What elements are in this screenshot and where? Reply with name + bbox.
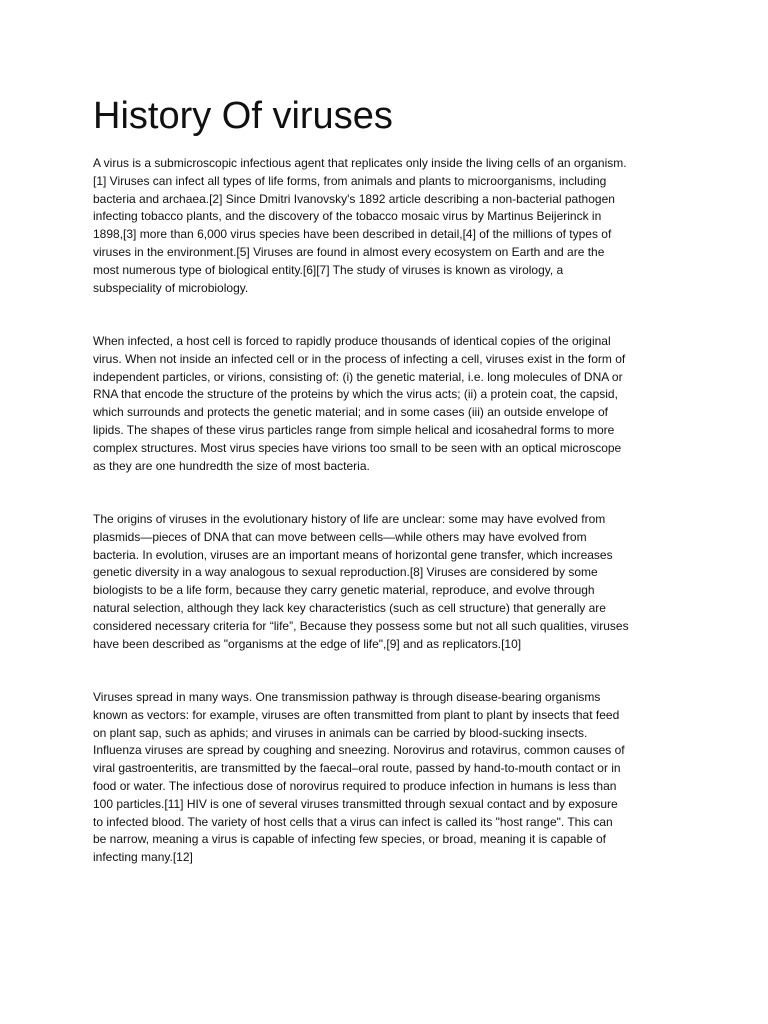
document-title: History Of viruses [93,95,393,137]
text-line: genetic diversity in a way analogous to sexual reproduction.[8] Viruses are considered by some [93,565,598,580]
text-line: lipids. The shapes of these virus particles range from simple helical and icosahedral forms to more [93,422,615,437]
text-line: The origins of viruses in the evolutionary history of life are unclear: some may have evolved from [93,512,606,526]
text-line: natural selection, although they lack key characteristics (such as cell structure) that generally are [93,600,606,615]
text-line: food or water. The infectious dose of norovirus required to produce infection in humans is less than [93,778,617,793]
text-line: RNA that encode the structure of the proteins by which the virus acts; (ii) a protein coat, the capsid, [93,387,618,402]
text-line: infecting tobacco plants, and the discovery of the tobacco mosaic virus by Martinus Beijerinck in [93,209,602,224]
text-line: 1898,[3] more than 6,000 virus species have been described in detail,[4] of the millions of types of [93,227,612,242]
text-line: most numerous type of biological entity.[6][7] The study of viruses is known as virology, a [93,262,564,277]
text-line: [1] Viruses can infect all types of life forms, from animals and plants to microorganisms, including [93,173,607,188]
text-line: biologists to be a life form, because they carry genetic material, reproduce, and evolve through [93,583,595,598]
text-line: on plant sap, such as aphids; and viruses in animals can be carried by blood-sucking insects. [93,725,588,740]
text-line: bacteria and archaea.[2] Since Dmitri Ivanovsky's 1892 article describing a non-bacterial pathogen [93,191,615,206]
paragraph-transmission [93,689,683,867]
text-line: which surrounds and protects the genetic material; and in some cases (iii) an outside envelope of [93,405,608,420]
text-line: viruses in the environment.[5] Viruses are found in almost every ecosystem on Earth and are the [93,244,605,259]
paragraph-definition [93,155,683,297]
text-line: to infected blood. The variety of host cells that a virus can infect is called its "host range". This can [93,814,613,829]
text-line: viral gastroenteritis, are transmitted by the faecal–oral route, passed by hand-to-mouth contact or in [93,761,621,776]
text-line: have been described as "organisms at the edge of life",[9] and as replicators.[10] [93,636,522,651]
text-line: considered necessary criteria for “life”, Because they possess some but not all such qualities, viruses [93,618,629,633]
text-line: When infected, a host cell is forced to rapidly produce thousands of identical copies of the original [93,334,611,348]
text-line: independent particles, or virions, consisting of: (i) the genetic material, i.e. long molecules of DNA or [93,369,623,384]
text-line: Influenza viruses are spread by coughing and sneezing. Norovirus and rotavirus, common causes of [93,743,625,758]
text-line: subspeciality of microbiology. [93,280,249,295]
text-line: A virus is a submicroscopic infectious agent that replicates only inside the living cells of an organism. [93,156,627,170]
paragraph-origins [93,511,683,653]
text-line: as they are one hundredth the size of most bacteria. [93,458,370,473]
text-line: be narrow, meaning a virus is capable of infecting few species, or broad, meaning it is capable of [93,832,606,847]
paragraph-infection [93,333,683,475]
text-line: infecting many.[12] [93,850,193,865]
text-line: known as vectors: for example, viruses are often transmitted from plant to plant by insects that feed [93,707,620,722]
text-line: virus. When not inside an infected cell or in the process of infecting a cell, viruses exist in the form of [93,351,626,366]
text-line: complex structures. Most virus species have virions too small to be seen with an optical microscope [93,440,622,455]
text-line: plasmids—pieces of DNA that can move between cells—while others may have evolved from [93,529,587,544]
text-line: Viruses spread in many ways. One transmission pathway is through disease-bearing organisms [93,690,601,704]
text-line: bacteria. In evolution, viruses are an important means of horizontal gene transfer, which increases [93,547,613,562]
text-line: 100 particles.[11] HIV is one of several viruses transmitted through sexual contact and by exposure [93,796,618,811]
